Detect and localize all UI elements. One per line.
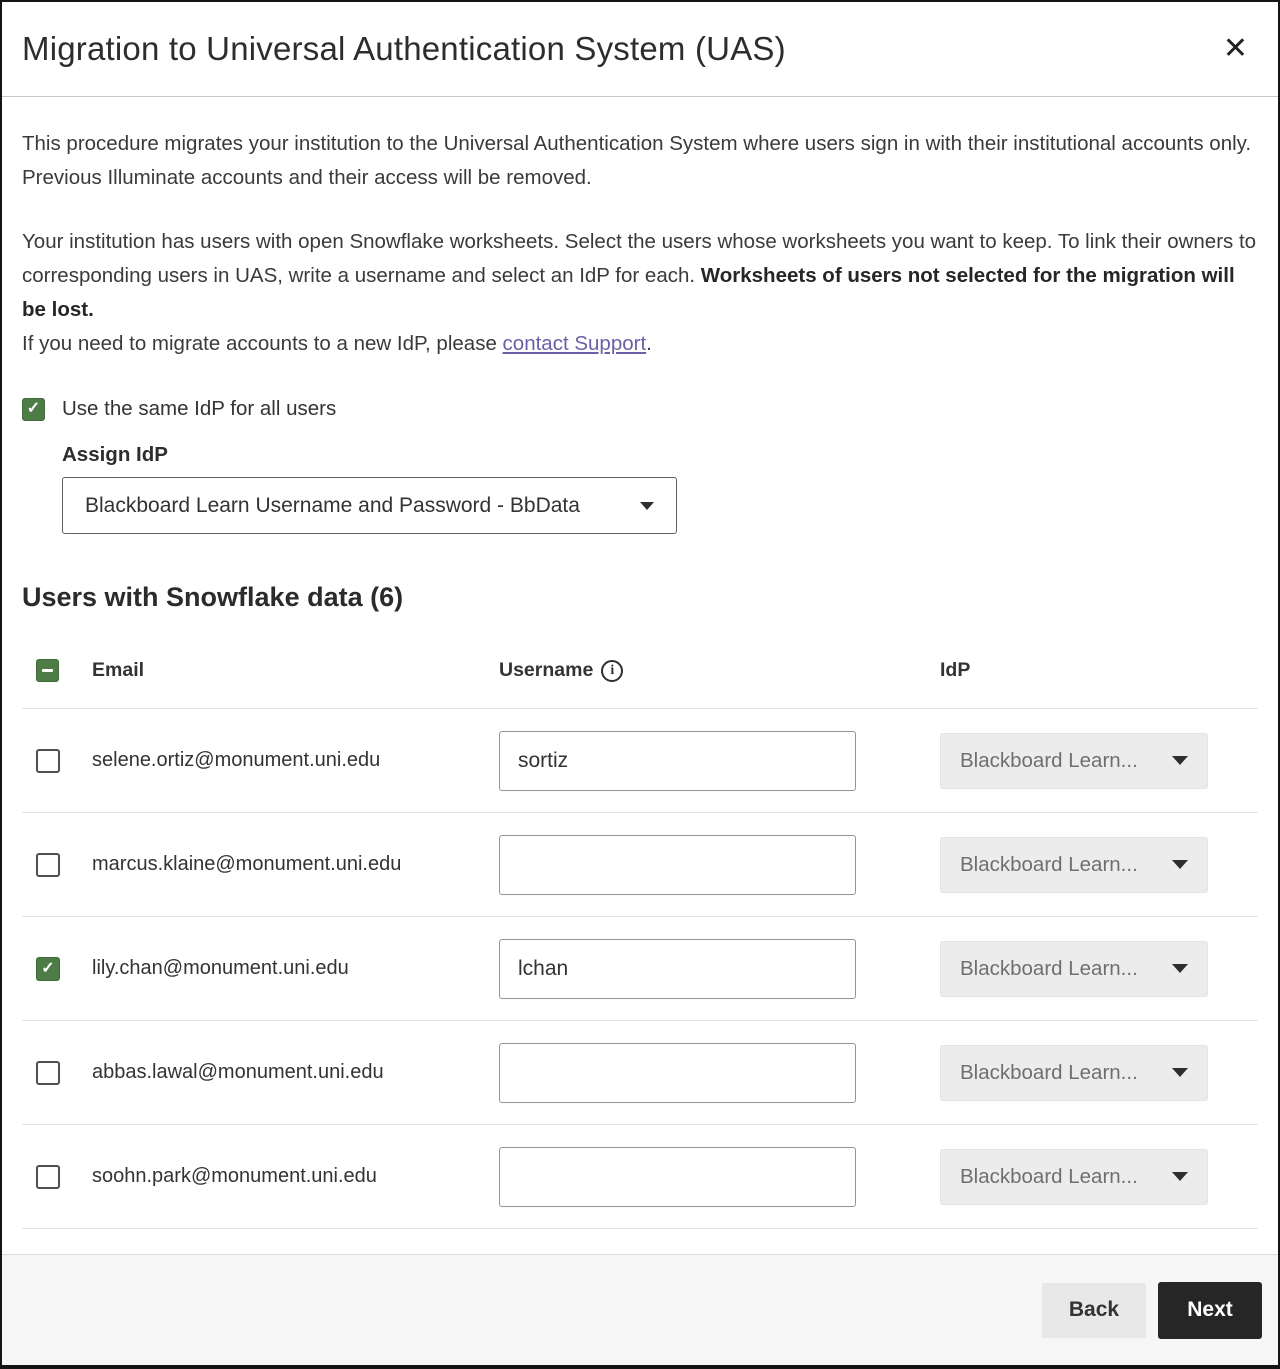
same-idp-label: Use the same IdP for all users [62, 397, 337, 420]
row-checkbox-cell [22, 957, 92, 981]
next-button[interactable]: Next [1158, 1282, 1262, 1339]
column-header-username-label: Username [499, 659, 594, 681]
support-line [22, 327, 1258, 361]
indeterminate-dash-icon [42, 669, 53, 672]
user-email: lily.chan@monument.uni.edu [92, 957, 349, 979]
table-row [22, 917, 1258, 1021]
username-cell [499, 835, 940, 895]
username-cell [499, 1043, 940, 1103]
table-row [22, 1125, 1258, 1229]
worksheets-lost-warning: Worksheets of users not selected for the migration will be lost. [22, 264, 1235, 321]
row-idp-value: Blackboard Learn... [960, 852, 1138, 876]
support-line-period: . [646, 332, 652, 355]
username-cell [499, 731, 940, 791]
checkmark-icon: ✓ [41, 959, 55, 977]
chevron-down-icon [1172, 1068, 1188, 1077]
idp-cell [940, 733, 1258, 789]
row-idp-value: Blackboard Learn... [960, 1164, 1138, 1188]
chevron-down-icon [1172, 964, 1188, 973]
user-email: selene.ortiz@monument.uni.edu [92, 749, 381, 771]
modal-footer [2, 1254, 1278, 1365]
chevron-down-icon [1172, 860, 1188, 869]
support-line-text: If you need to migrate accounts to a new IdP, please [22, 332, 503, 355]
contact-support-link[interactable]: contact Support [502, 332, 647, 355]
row-checkbox-cell [22, 1165, 92, 1189]
select-all-checkbox[interactable] [36, 659, 59, 682]
username-input[interactable] [499, 1147, 856, 1207]
user-email: abbas.lawal@monument.uni.edu [92, 1061, 384, 1083]
column-header-email: Email [92, 659, 145, 681]
users-section-heading: Users with Snowflake data (6) [22, 582, 404, 612]
idp-cell [940, 941, 1258, 997]
username-input[interactable] [499, 939, 856, 999]
same-idp-checkbox[interactable] [22, 398, 45, 421]
user-email: soohn.park@monument.uni.edu [92, 1165, 377, 1187]
idp-cell [940, 1045, 1258, 1101]
row-idp-select[interactable] [940, 733, 1208, 789]
username-input[interactable] [499, 1043, 856, 1103]
row-checkbox-cell [22, 853, 92, 877]
table-row [22, 709, 1258, 813]
back-button[interactable]: Back [1042, 1283, 1146, 1338]
same-idp-row [22, 397, 1258, 421]
idp-cell [940, 1149, 1258, 1205]
users-table-header [22, 643, 1258, 709]
row-idp-value: Blackboard Learn... [960, 1060, 1138, 1084]
user-email: marcus.klaine@monument.uni.edu [92, 853, 402, 875]
modal-title: Migration to Universal Authentication System (UAS) [22, 30, 786, 67]
users-table [22, 643, 1258, 1229]
header-checkbox-cell [22, 659, 92, 682]
column-header-username [499, 659, 940, 682]
checkmark-icon: ✓ [26, 400, 41, 417]
row-idp-select[interactable] [940, 837, 1208, 893]
intro-paragraph-2-text: Your institution has users with open Snowflake worksheets. Select the users whose worksheets you want to keep. To link their owners to corresponding users in UAS, write a username and select an IdP for each. [22, 230, 1257, 287]
chevron-down-icon [640, 502, 654, 510]
row-idp-value: Blackboard Learn... [960, 748, 1138, 772]
row-checkbox[interactable] [36, 749, 60, 773]
username-input[interactable] [499, 731, 856, 791]
assign-idp-select[interactable] [62, 477, 677, 534]
intro-paragraph-1: This procedure migrates your institution to the Universal Authentication System where users sign in with their institutional accounts only. Previous Illuminate accounts and their access will be removed. [22, 132, 1252, 189]
assign-idp-label: Assign IdP [62, 443, 168, 466]
username-cell [499, 1147, 940, 1207]
chevron-down-icon [1172, 1172, 1188, 1181]
intro-paragraph-2 [22, 225, 1258, 327]
row-checkbox[interactable] [36, 1061, 60, 1085]
row-idp-value: Blackboard Learn... [960, 956, 1138, 980]
row-checkbox-cell [22, 1061, 92, 1085]
row-checkbox[interactable] [36, 957, 60, 981]
close-icon[interactable]: ✕ [1222, 32, 1248, 65]
modal-header [2, 2, 1278, 97]
table-row [22, 1021, 1258, 1125]
assign-idp-selected-value: Blackboard Learn Username and Password - BbData [85, 493, 580, 517]
username-cell [499, 939, 940, 999]
username-input[interactable] [499, 835, 856, 895]
row-idp-select[interactable] [940, 1149, 1208, 1205]
row-idp-select[interactable] [940, 941, 1208, 997]
info-icon[interactable]: i [601, 660, 623, 682]
chevron-down-icon [1172, 756, 1188, 765]
row-checkbox[interactable] [36, 853, 60, 877]
row-idp-select[interactable] [940, 1045, 1208, 1101]
row-checkbox[interactable] [36, 1165, 60, 1189]
row-checkbox-cell [22, 749, 92, 773]
column-header-idp: IdP [940, 659, 971, 681]
modal-content [2, 127, 1278, 1229]
table-row [22, 813, 1258, 917]
idp-cell [940, 837, 1258, 893]
